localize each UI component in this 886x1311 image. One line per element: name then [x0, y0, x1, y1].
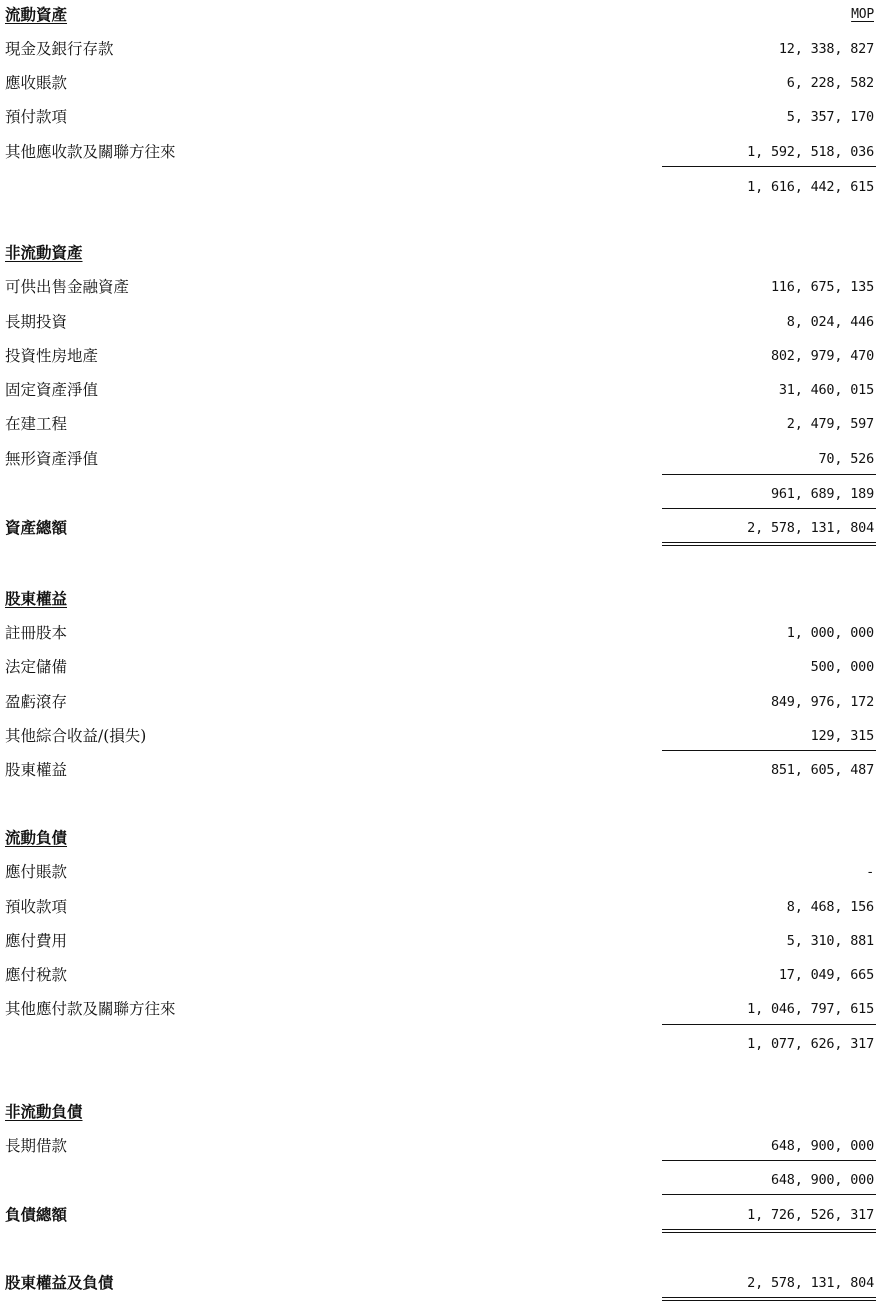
- double-rule: [662, 1229, 876, 1233]
- line-item-value: 8, 024, 446: [786, 314, 874, 330]
- current-assets-heading-row: [0, 3, 886, 27]
- line-item-label: 盈虧滾存: [5, 693, 68, 711]
- line-item-value: 2, 479, 597: [786, 416, 874, 432]
- line-item-label: 註冊股本: [5, 624, 68, 642]
- equity-total-label: 股東權益: [5, 761, 68, 779]
- line-item: [0, 724, 886, 748]
- line-item-value: 849, 976, 172: [770, 694, 874, 710]
- subtotal-row: [0, 1032, 886, 1056]
- line-item: [0, 275, 886, 299]
- line-item: [0, 655, 886, 679]
- line-item-label: 法定儲備: [5, 658, 68, 676]
- subtotal-rule: [662, 508, 876, 509]
- equity-and-liabilities-label: 股東權益及負債: [5, 1273, 114, 1292]
- subtotal-rule: [662, 750, 876, 751]
- line-item: [0, 929, 886, 953]
- total-liabilities-value: 1, 726, 526, 317: [747, 1207, 874, 1223]
- line-item: [0, 71, 886, 95]
- line-item: [0, 963, 886, 987]
- line-item: [0, 412, 886, 436]
- non-current-assets-subtotal: 961, 689, 189: [770, 486, 874, 502]
- subtotal-row: [0, 1168, 886, 1192]
- line-item: [0, 997, 886, 1021]
- current-liabilities-heading: 流動負債: [5, 828, 68, 847]
- subtotal-rule: [662, 166, 876, 167]
- line-item: [0, 378, 886, 402]
- line-item-label: 其他應付款及關聯方往來: [5, 1000, 176, 1018]
- line-item-value: 70, 526: [818, 451, 874, 467]
- total-assets-row: [0, 516, 886, 540]
- non-current-assets-heading: 非流動資產: [5, 243, 83, 262]
- line-item-label: 長期投資: [5, 313, 68, 331]
- line-item-value: 500, 000: [810, 659, 874, 675]
- subtotal-rule: [662, 1194, 876, 1195]
- line-item: [0, 310, 886, 334]
- currency-label: MOP: [851, 7, 874, 22]
- total-assets-label: 資產總額: [5, 518, 68, 537]
- line-item: [0, 860, 886, 884]
- line-item-value: 31, 460, 015: [778, 382, 874, 398]
- line-item-label: 可供出售金融資產: [5, 278, 130, 296]
- line-item-label: 固定資產淨值: [5, 381, 99, 399]
- subtotal-row: [0, 175, 886, 199]
- line-item-value: 116, 675, 135: [770, 279, 874, 295]
- subtotal-row: [0, 482, 886, 506]
- line-item-label: 應付稅款: [5, 966, 68, 984]
- total-assets-value: 2, 578, 131, 804: [747, 520, 874, 536]
- non-current-liabilities-heading-row: [0, 1100, 886, 1124]
- equity-total-value: 851, 605, 487: [770, 762, 874, 778]
- line-item: [0, 621, 886, 645]
- line-item-value: 8, 468, 156: [786, 899, 874, 915]
- line-item-value: 1, 046, 797, 615: [747, 1001, 874, 1017]
- line-item-label: 預收款項: [5, 898, 68, 916]
- equity-and-liabilities-value: 2, 578, 131, 804: [747, 1275, 874, 1291]
- equity-and-liabilities-row: [0, 1271, 886, 1295]
- line-item-label: 其他應收款及關聯方往來: [5, 143, 176, 161]
- line-item-value: 12, 338, 827: [778, 41, 874, 57]
- line-item-value: 1, 592, 518, 036: [747, 144, 874, 160]
- line-item-label: 現金及銀行存款: [5, 40, 114, 58]
- line-item-value: 802, 979, 470: [770, 348, 874, 364]
- line-item-label: 預付款項: [5, 108, 68, 126]
- line-item: [0, 895, 886, 919]
- subtotal-rule: [662, 1160, 876, 1161]
- line-item-label: 應收賬款: [5, 74, 68, 92]
- line-item-label: 應付費用: [5, 932, 68, 950]
- line-item-label: 應付賬款: [5, 863, 68, 881]
- double-rule: [662, 542, 876, 546]
- equity-total-row: [0, 758, 886, 782]
- line-item: [0, 344, 886, 368]
- line-item: [0, 140, 886, 164]
- subtotal-rule: [662, 474, 876, 475]
- line-item-value: -: [866, 864, 874, 880]
- line-item-label: 無形資產淨值: [5, 450, 99, 468]
- line-item-value: 5, 357, 170: [786, 109, 874, 125]
- line-item: [0, 105, 886, 129]
- line-item-value: 6, 228, 582: [786, 75, 874, 91]
- total-liabilities-label: 負債總額: [5, 1205, 68, 1224]
- subtotal-rule: [662, 1024, 876, 1025]
- current-assets-heading: 流動資產: [5, 5, 68, 24]
- line-item: [0, 37, 886, 61]
- line-item-value: 129, 315: [810, 728, 874, 744]
- line-item-label: 在建工程: [5, 415, 68, 433]
- total-liabilities-row: [0, 1203, 886, 1227]
- current-assets-subtotal: 1, 616, 442, 615: [747, 179, 874, 195]
- non-current-assets-heading-row: [0, 241, 886, 265]
- line-item-value: 17, 049, 665: [778, 967, 874, 983]
- line-item-label: 長期借款: [5, 1137, 68, 1155]
- line-item-value: 1, 000, 000: [786, 625, 874, 641]
- line-item: [0, 690, 886, 714]
- equity-heading-row: [0, 587, 886, 611]
- non-current-liabilities-heading: 非流動負債: [5, 1102, 83, 1121]
- line-item-label: 其他綜合收益/(損失): [5, 727, 147, 745]
- line-item: [0, 1134, 886, 1158]
- line-item-label: 投資性房地產: [5, 347, 99, 365]
- line-item-value: 648, 900, 000: [770, 1138, 874, 1154]
- current-liabilities-subtotal: 1, 077, 626, 317: [747, 1036, 874, 1052]
- line-item-value: 5, 310, 881: [786, 933, 874, 949]
- line-item: [0, 447, 886, 471]
- double-rule: [662, 1297, 876, 1301]
- equity-heading: 股東權益: [5, 589, 68, 608]
- non-current-liabilities-subtotal: 648, 900, 000: [770, 1172, 874, 1188]
- current-liabilities-heading-row: [0, 826, 886, 850]
